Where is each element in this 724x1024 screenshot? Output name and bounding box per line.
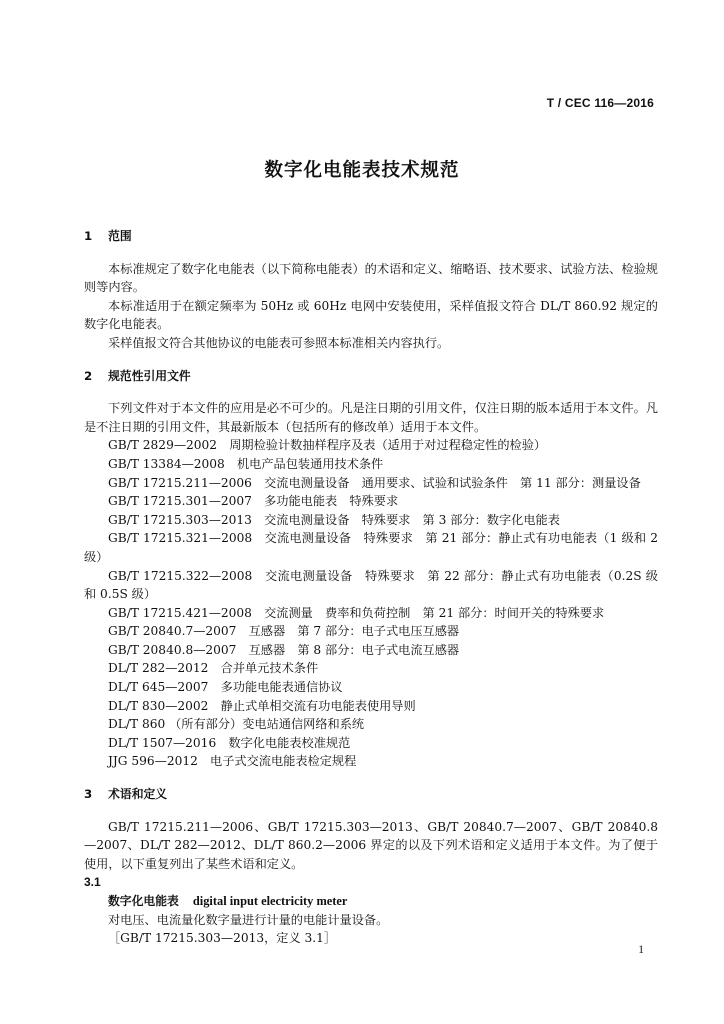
section-heading-scope — [84, 227, 658, 246]
reference-item: DL/T 860 （所有部分）变电站通信网络和系统 — [108, 717, 365, 732]
section-title: 术语和定义 — [108, 787, 168, 802]
reference-item: GB/T 17215.211—2006 交流电测量设备 通用要求、试验和试验条件 第 11 部分：测量设备 — [108, 475, 641, 490]
section-title: 规范性引用文件 — [108, 368, 191, 383]
paragraph: GB/T 17215.211—2006、GB/T 17215.303—2013、GB/T 20840.7—2007、GB/T 20840.8—2007、DL/T 282—2012、DL/T 860.2—2006 界定的以及下列术语和定义适用于本文件。为了便于使用，以下重复列出了某些术语和定义。 — [84, 819, 658, 871]
term-source: ［GB/T 17215.303—2013，定义 3.1］ — [108, 931, 337, 946]
reference-item: GB/T 17215.321—2008 交流电测量设备 特殊要求 第 21 部分：静止式有功电能表（1 级和 2 级） — [84, 531, 658, 564]
reference-item: GB/T 17215.322—2008 交流电测量设备 特殊要求 第 22 部分：静止式有功电能表（0.2S 级和 0.5S 级） — [84, 568, 658, 602]
term-number: 3.1 — [84, 875, 101, 890]
reference-item: DL/T 645—2007 多功能电能表通信协议 — [108, 680, 343, 695]
reference-item: GB/T 17215.303—2013 交流电测量设备 特殊要求 第 3 部分：数字化电能表 — [108, 512, 560, 527]
section-number: 3 — [84, 787, 93, 802]
standard-code: T / CEC 116—2016 — [546, 96, 654, 110]
reference-item: JJG 596—2012 电子式交流电能表检定规程 — [108, 754, 357, 769]
reference-item: GB/T 17215.301—2007 多功能电能表 特殊要求 — [108, 494, 399, 509]
reference-item: GB/T 20840.8—2007 互感器 第 8 部分：电子式电流互感器 — [108, 642, 460, 657]
section-number: 2 — [84, 368, 93, 383]
reference-item: DL/T 1507—2016 数字化电能表校准规范 — [108, 735, 351, 750]
reference-item: GB/T 13384—2008 机电产品包装通用技术条件 — [108, 456, 384, 471]
paragraph: 本标准适用于在额定频率为 50Hz 或 60Hz 电网中安装使用，采样值报文符合 DL/T 860.92 规定的数字化电能表。 — [84, 298, 658, 332]
section-title: 范围 — [108, 229, 132, 243]
term-name-chinese: 数字化电能表 — [108, 894, 179, 908]
reference-item: GB/T 17215.421—2008 交流测量 费率和负荷控制 第 21 部分：时间开关的特殊要求 — [108, 605, 605, 620]
term-name — [84, 892, 658, 911]
paragraph: 本标准规定了数字化电能表（以下简称电能表）的术语和定义、缩略语、技术要求、试验方法、检验规则等内容。 — [84, 261, 658, 295]
reference-item: GB/T 2829—2002 周期检验计数抽样程序及表（适用于对过程稳定性的检验） — [108, 438, 547, 453]
section-heading-terms — [84, 785, 658, 804]
section-number: 1 — [84, 229, 93, 243]
reference-item: DL/T 830—2002 静止式单相交流有功电能表使用导则 — [108, 698, 416, 713]
reference-item: GB/T 20840.7—2007 互感器 第 7 部分：电子式电压互感器 — [108, 624, 460, 639]
reference-item: DL/T 282—2012 合并单元技术条件 — [108, 661, 319, 676]
document-title: 数字化电能表技术规范 — [264, 160, 460, 181]
term-name-english: digital input electricity meter — [192, 894, 348, 908]
page-number: 1 — [638, 944, 644, 956]
paragraph: 采样值报文符合其他协议的电能表可参照本标准相关内容执行。 — [108, 335, 450, 350]
paragraph: 下列文件对于本文件的应用是必不可少的。凡是注日期的引用文件，仅注日期的版本适用于本文件。凡是不注日期的引用文件，其最新版本（包括所有的修改单）适用于本文件。 — [84, 401, 658, 434]
section-heading-normative-references — [84, 367, 658, 386]
term-definition: 对电压、电流量化数字量进行计量的电能计量设备。 — [108, 912, 389, 927]
document-body — [84, 227, 658, 948]
